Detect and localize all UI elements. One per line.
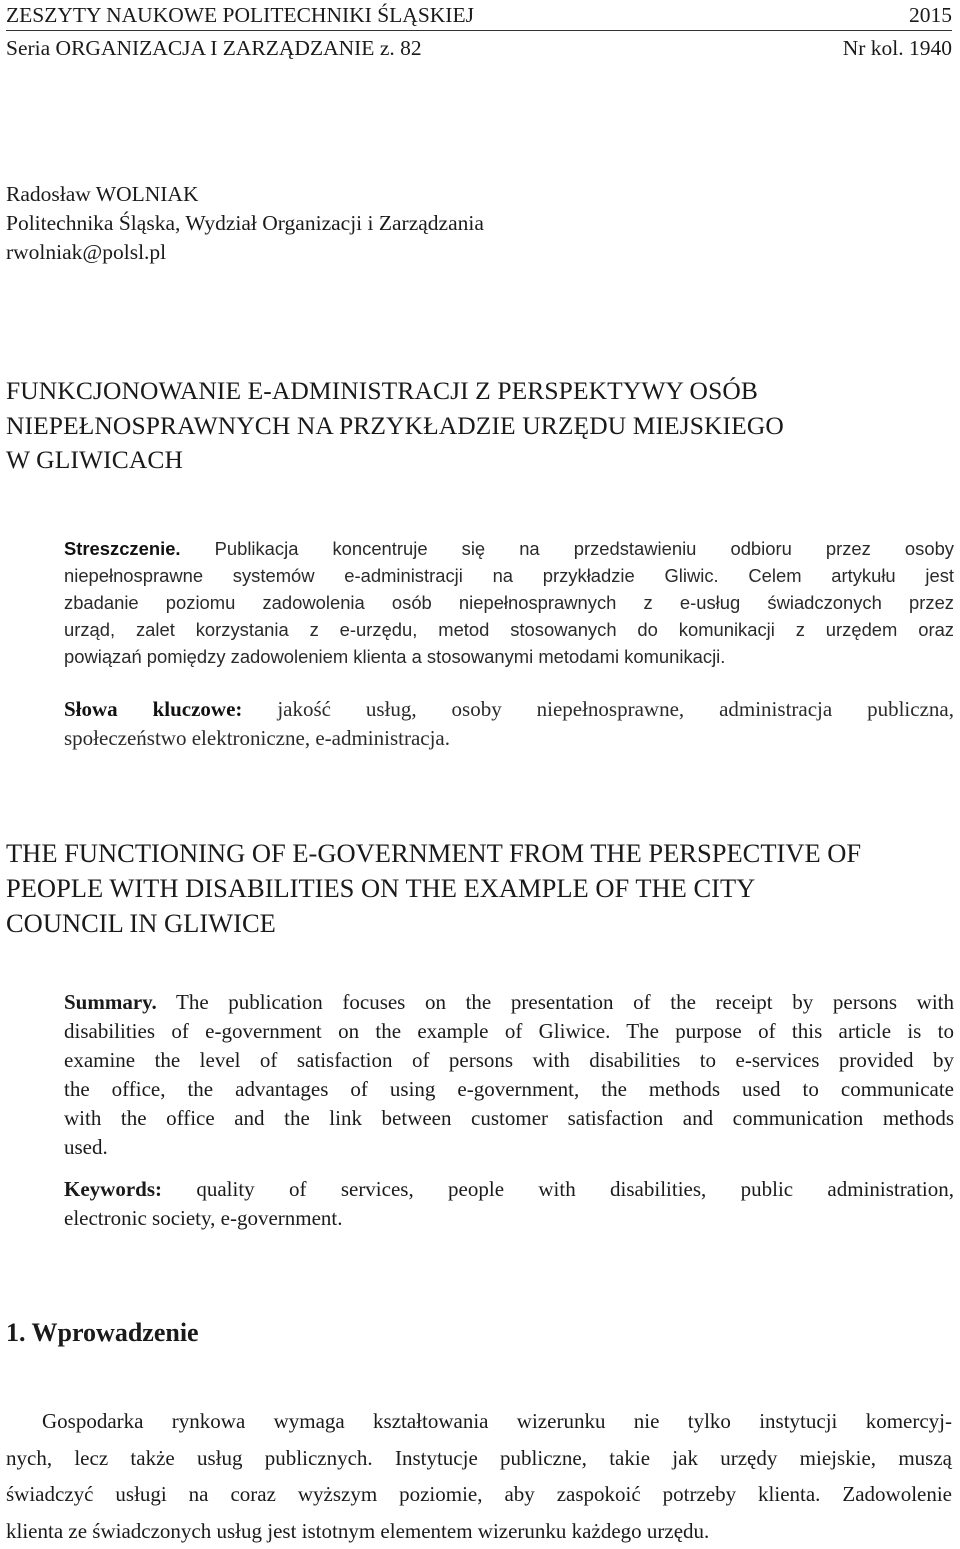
header-rule <box>6 30 952 31</box>
title-en-line: COUNCIL IN GLIWICE <box>6 906 952 941</box>
running-header-line-1 <box>6 2 952 30</box>
keywords-pl-line: społeczeństwo elektroniczne, e-administracja. <box>64 724 954 753</box>
abstract-english <box>64 988 954 1162</box>
abstract-pl-line: Streszczenie. Publikacja koncentruje się na przedstawieniu odbioru przez osoby <box>64 535 954 562</box>
body-line: Gospodarka rynkowa wymaga kształtowania wizerunku nie tylko instytucji komercyj- <box>6 1403 952 1440</box>
keywords-en-line: electronic society, e-government. <box>64 1204 954 1233</box>
abstract-en-line: Summary. The publication focuses on the presentation of the receipt by persons with <box>64 988 954 1017</box>
keywords-english <box>64 1175 954 1233</box>
running-header-line-2 <box>6 35 952 63</box>
keywords-polish <box>64 695 954 753</box>
title-en-line: PEOPLE WITH DISABILITIES ON THE EXAMPLE OF THE CITY <box>6 871 952 906</box>
keywords-pl-label: Słowa kluczowe: <box>64 697 242 721</box>
title-english <box>6 836 952 941</box>
abstract-en-label: Summary. <box>64 990 157 1014</box>
title-polish <box>6 374 952 478</box>
title-en-line: THE FUNCTIONING OF E-GOVERNMENT FROM THE PERSPECTIVE OF <box>6 836 952 871</box>
abstract-en-line: examine the level of satisfaction of persons with disabilities to e-services provided by <box>64 1046 954 1075</box>
body-line: nych, lecz także usług publicznych. Instytucje publiczne, takie jak urzędy miejskie, muszą <box>6 1440 952 1477</box>
abstract-pl-line: powiązań pomiędzy zadowoleniem klienta a stosowanymi metodami komunikacji. <box>64 643 954 670</box>
title-pl-line: FUNKCJONOWANIE E-ADMINISTRACJI Z PERSPEKTYWY OSÓB <box>6 374 952 409</box>
journal-year: 2015 <box>909 2 952 28</box>
author-affiliation: Politechnika Śląska, Wydział Organizacji i Zarządzania <box>6 209 484 238</box>
abstract-en-line: with the office and the link between customer satisfaction and communication methods <box>64 1104 954 1133</box>
keywords-en-line: Keywords: quality of services, people with disabilities, public administration, <box>64 1175 954 1204</box>
author-block <box>6 180 484 267</box>
body-line: klienta ze świadczonych usług jest istotnym elementem wizerunku każdego urzędu. <box>6 1513 952 1549</box>
abstract-pl-line: zbadanie poziomu zadowolenia osób niepełnosprawnych z e-usług świadczonych przez <box>64 589 954 616</box>
abstract-pl-label: Streszczenie. <box>64 538 181 559</box>
abstract-pl-line: urząd, zalet korzystania z e-urzędu, metod stosowanych do komunikacji z urzędem oraz <box>64 616 954 643</box>
keywords-pl-line: Słowa kluczowe: jakość usług, osoby niepełnosprawne, administracja publiczna, <box>64 695 954 724</box>
abstract-polish <box>64 535 954 670</box>
abstract-en-line: the office, the advantages of using e-government, the methods used to communicate <box>64 1075 954 1104</box>
title-pl-line: NIEPEŁNOSPRAWNYCH NA PRZYKŁADZIE URZĘDU MIEJSKIEGO <box>6 409 952 444</box>
body-line: świadczyć usługi na coraz wyższym poziomie, aby zaspokoić potrzeby klienta. Zadowolenie <box>6 1476 952 1513</box>
journal-issue: Nr kol. 1940 <box>843 35 952 61</box>
journal-name: ZESZYTY NAUKOWE POLITECHNIKI ŚLĄSKIEJ <box>6 2 474 28</box>
abstract-pl-line: niepełnosprawne systemów e-administracji na przykładzie Gliwic. Celem artykułu jest <box>64 562 954 589</box>
title-pl-line: W GLIWICACH <box>6 443 952 478</box>
section-body <box>6 1403 952 1549</box>
abstract-en-line: disabilities of e-government on the example of Gliwice. The purpose of this article is to <box>64 1017 954 1046</box>
author-email: rwolniak@polsl.pl <box>6 238 484 267</box>
journal-series: Seria ORGANIZACJA I ZARZĄDZANIE z. 82 <box>6 35 422 61</box>
section-heading: 1. Wprowadzenie <box>6 1316 199 1350</box>
keywords-en-label: Keywords: <box>64 1177 162 1201</box>
abstract-en-line: used. <box>64 1133 954 1162</box>
author-name: Radosław WOLNIAK <box>6 180 484 209</box>
